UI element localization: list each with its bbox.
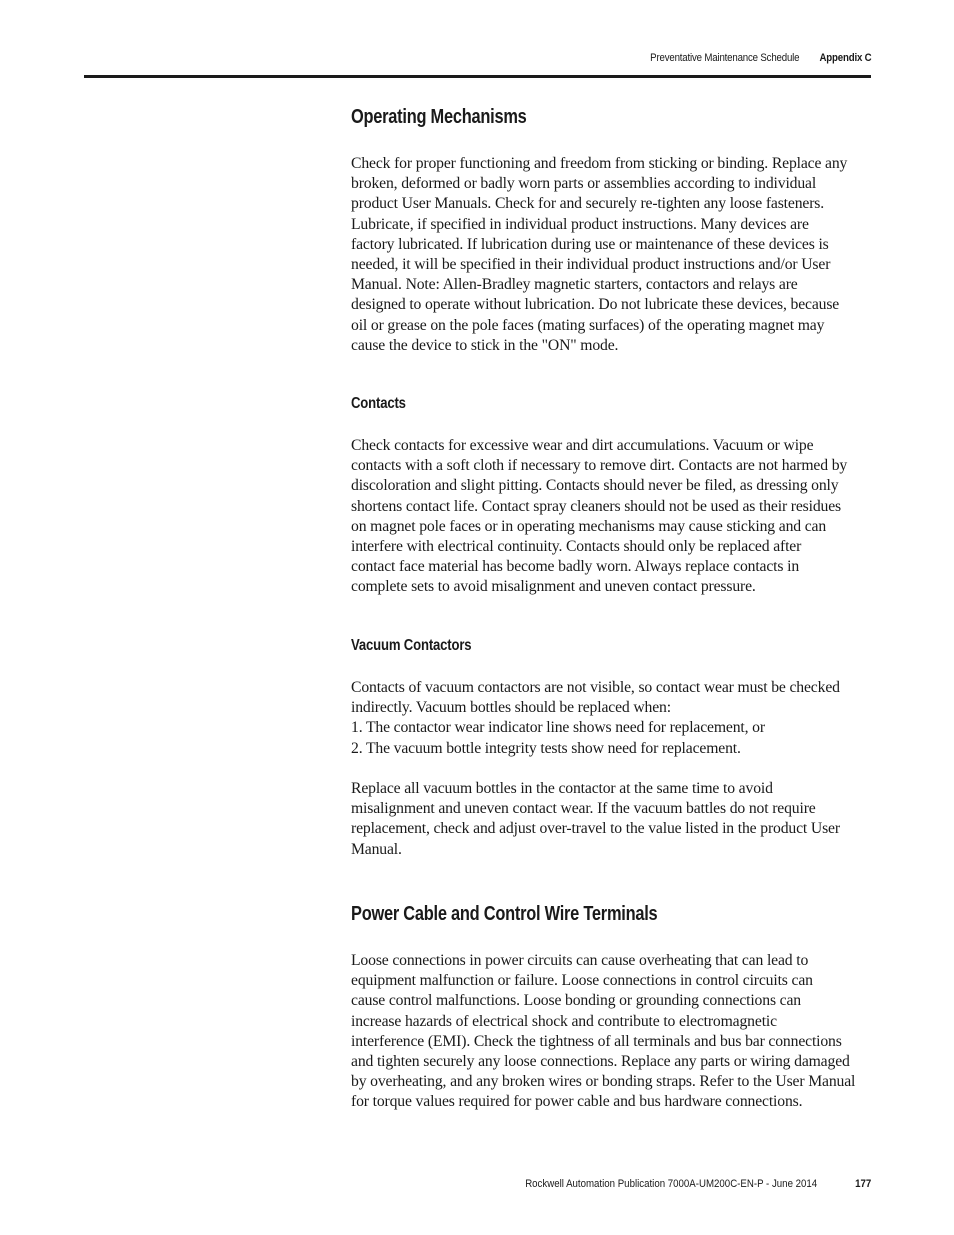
paragraph	[351, 678, 871, 759]
list-item: 2. The vacuum bottle integrity tests show need for replacement.	[351, 739, 741, 757]
text-line: contacts with a soft cloth if necessary to remove dirt. Contacts are not harmed by	[351, 457, 848, 475]
subsection-heading: Vacuum Contactors	[351, 637, 472, 654]
text-line: by overheating, and any broken wires or bonding straps. Refer to the User Manual	[351, 1073, 856, 1091]
page-header	[650, 52, 871, 64]
header-appendix-label: Appendix C	[818, 52, 871, 64]
text-line: and tighten securely any loose connections. Replace any parts or wiring damaged	[351, 1053, 850, 1071]
text-line: cause control malfunctions. Loose bonding or grounding connections can	[351, 992, 801, 1010]
text-line: Loose connections in power circuits can cause overheating that can lead to	[351, 952, 809, 969]
text-line: product User Manuals. Check for and securely re-tighten any loose fasteners.	[351, 195, 825, 213]
text-line: complete sets to avoid misalignment and uneven contact pressure.	[351, 578, 756, 596]
text-line: Replace all vacuum bottles in the contactor at the same time to avoid	[351, 780, 773, 797]
contacts-body	[351, 436, 871, 598]
text-line: misalignment and uneven contact wear. If the vacuum battles do not require	[351, 800, 816, 818]
subsection-heading: Contacts	[351, 395, 406, 412]
text-line: for torque values required for power cable and bus hardware connections.	[351, 1093, 803, 1111]
vacuum-contactors-body-2	[351, 779, 871, 860]
text-line: discoloration and slight pitting. Contacts should never be filed, as dressing only	[351, 477, 839, 495]
header-section-title: Preventative Maintenance Schedule	[649, 52, 799, 64]
text-line: Contacts of vacuum contactors are not visible, so contact wear must be checked	[351, 679, 840, 696]
paragraph	[351, 779, 871, 860]
text-line: factory lubricated. If lubrication during use or maintenance of these devices is	[351, 235, 829, 253]
text-line: shortens contact life. Contact spray cleaners should not be used as their residues	[351, 497, 841, 515]
power-cable-body	[351, 951, 871, 1113]
page-footer	[525, 1178, 871, 1190]
vacuum-contactors-section	[351, 637, 871, 655]
vacuum-contactors-body-1	[351, 678, 871, 759]
text-line: Manual. Note: Allen-Bradley magnetic starters, contactors and relays are	[351, 276, 798, 294]
list-item: 1. The contactor wear indicator line shows need for replacement, or	[351, 719, 765, 737]
text-line: interfere with electrical continuity. Contacts should only be replaced after	[351, 538, 802, 556]
text-line: indirectly. Vacuum bottles should be replaced when:	[351, 699, 671, 717]
text-line: Manual.	[351, 840, 402, 858]
footer-publication: Rockwell Automation Publication 7000A-UM200C-EN-P - June 2014	[524, 1178, 817, 1190]
text-line: on magnet pole faces or in operating mechanisms may cause sticking and can	[351, 517, 827, 535]
operating-mechanisms-section	[351, 106, 871, 129]
text-line: equipment malfunction or failure. Loose connections in control circuits can	[351, 972, 813, 990]
text-line: Lubricate, if specified in individual product instructions. Many devices are	[351, 215, 809, 233]
paragraph	[351, 436, 871, 598]
section-heading: Power Cable and Control Wire Terminals	[351, 903, 658, 925]
text-line: Check for proper functioning and freedom from sticking or binding. Replace any	[351, 155, 848, 172]
text-line: cause the device to stick in the "ON" mode.	[351, 336, 619, 354]
operating-mechanisms-body	[351, 154, 871, 356]
text-line: increase hazards of electrical shock and contribute to electromagnetic	[351, 1012, 777, 1030]
power-cable-section	[351, 903, 871, 926]
page-number: 177	[854, 1178, 871, 1190]
text-line: Check contacts for excessive wear and dirt accumulations. Vacuum or wipe	[351, 437, 814, 454]
paragraph	[351, 951, 871, 1113]
contacts-section	[351, 395, 871, 413]
text-line: interference (EMI). Check the tightness of all terminals and bus bar connections	[351, 1032, 842, 1050]
text-line: oil or grease on the pole faces (mating surfaces) of the operating magnet may	[351, 316, 825, 334]
section-heading: Operating Mechanisms	[351, 106, 527, 128]
text-line: replacement, check and adjust over-travel to the value listed in the product User	[351, 820, 840, 838]
paragraph	[351, 154, 871, 356]
header-rule	[84, 75, 871, 78]
text-line: needed, it will be specified in their individual product instructions and/or User	[351, 256, 831, 274]
text-line: contact face material has become badly worn. Always replace contacts in	[351, 558, 800, 576]
text-line: designed to operate without lubrication. Do not lubricate these devices, because	[351, 296, 840, 314]
text-line: broken, deformed or badly worn parts or assemblies according to individual	[351, 175, 817, 193]
